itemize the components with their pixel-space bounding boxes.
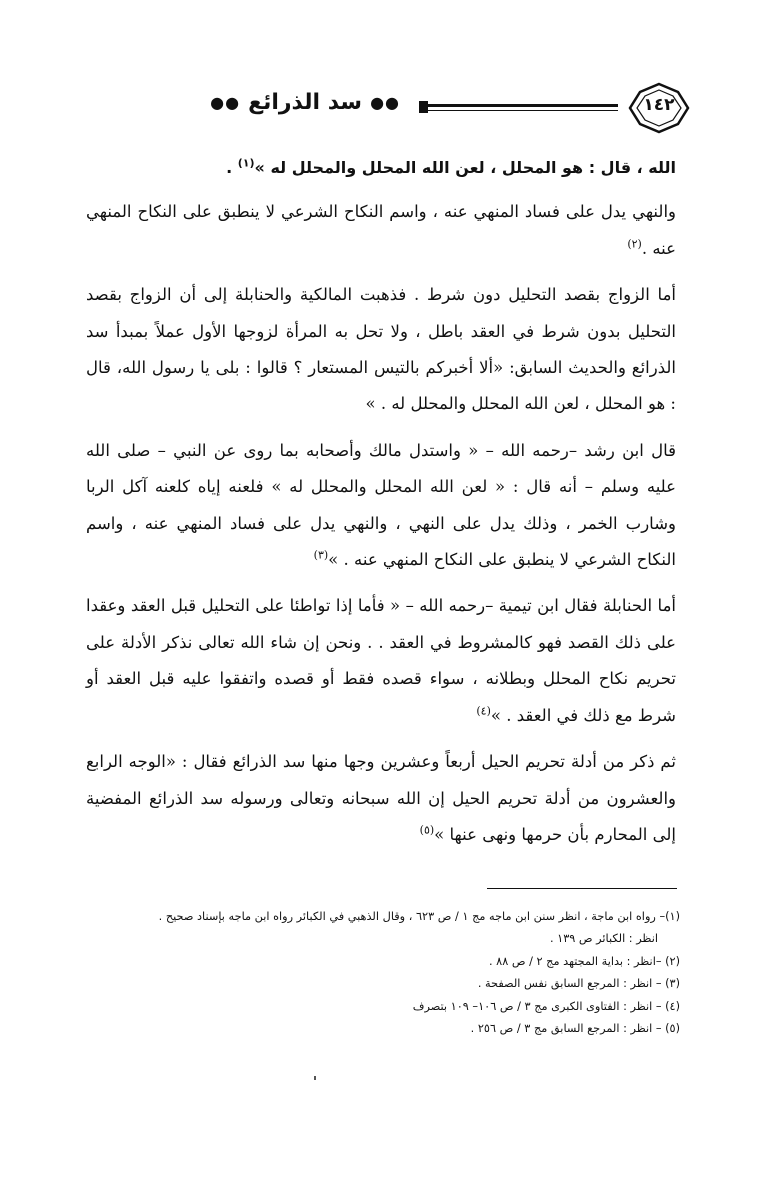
header-title-group	[210, 90, 400, 115]
footnote-ref: (٥)	[419, 823, 435, 837]
paragraph: أما الزواج بقصد التحليل دون شرط . فذهبت المالكية والحنابلة إلى أن الزواج بقصد التحليل بدون شرط في العقد باطل ، ولا تحل به المرأة لزوجها الأول عملاً بمبدأ سد الذرائع والحديث السابق: «ألا أخبركم بالتيس المستعار ؟ قالوا : بلى يا رسول الله، قال : هو المحلل ، لعن الله المحلل والمحلل له . »	[86, 285, 676, 414]
footnote-3: (٣) – انظر : المرجع السابق نفس الصفحة .	[477, 977, 680, 991]
footnote-ref: (٤)	[476, 704, 491, 718]
footnotes	[90, 906, 680, 1040]
paragraph: أما الحنابلة فقال ابن تيمية –رحمه الله – « فأما إذا تواطئا على التحليل قبل العقد وعقدا على ذلك القصد فهو كالمشروط في العقد . . ونحن إن شاء الله تعالى نذكر الأدلة على تحريم نكاح المحلل وبطلانه ، سواء قصده فقط أو قصده واتفقوا عليه قبل العقد أو شرط مع ذلك في العقد . »$^{(٤)}$	[86, 596, 676, 725]
main-text	[86, 150, 676, 863]
footnote-ref: (٢)	[627, 237, 642, 251]
header-rule-thin	[428, 110, 618, 111]
paragraph: الله ، قال : هو المحلل ، لعن الله المحلل والمحلل له »$^{(١)}$ .	[226, 156, 676, 177]
footnote-1: (١)– رواه ابن ماجة ، انظر سنن ابن ماجه مج ١ / ص ٦٢٣ ، وقال الذهبي في الكبائر رواه ابن ماجه بإسناد صحيح .	[158, 910, 680, 923]
page-number-frame	[628, 82, 690, 134]
footnote-ref: (٣)	[313, 548, 329, 562]
footnote-5: (٥) – انظر : المرجع السابق مج ٣ / ص ٢٥٦ .	[470, 1022, 680, 1036]
ornament-dots: ●●	[210, 93, 241, 112]
footnote-1-continued: انظر : الكبائر ص ١٣٩ .	[549, 932, 658, 946]
scan-speck	[314, 1076, 316, 1080]
page-header	[84, 82, 690, 136]
header-square	[419, 101, 428, 113]
paragraph: والنهي يدل على فساد المنهي عنه ، واسم النكاح الشرعي لا ينطبق على النكاح المنهي عنه .$^{(٢)}$	[86, 202, 676, 258]
footnote-separator	[487, 888, 677, 889]
paragraph: ثم ذكر من أدلة تحريم الحيل أربعاً وعشرين وجها منها سد الذرائع فقال : «الوجه الرابع والعشرون من أدلة تحريم الحيل إن الله سبحانه وتعالى ورسوله سد الذرائع المفضية إلى المحارم بأن حرمها ونهى عنها »$^{(٥)}$	[86, 752, 676, 844]
header-rule	[428, 104, 618, 107]
paragraph: قال ابن رشد –رحمه الله – « واستدل مالك وأصحابه بما روى عن النبي – صلى الله عليه وسلم – أنه قال : « لعن الله المحلل والمحلل له » فلعنه إياه كلعنه آكل الربا وشارب الخمر ، وذلك يدل على النهي ، والنهي يدل على فساد المنهي عنه ، واسم النكاح الشرعي لا ينطبق على النكاح المنهي عنه . »$^{(٣)}$	[86, 440, 676, 570]
ornament-dots: ●●	[370, 93, 400, 112]
footnote-ref: (١)	[237, 156, 255, 170]
footnote-4: (٤) – انظر : الفتاوى الكبرى مج ٣ / ص ١٠٦– ١٠٩ بتصرف	[412, 999, 680, 1013]
page-number: ١٤٢	[643, 95, 675, 115]
running-title: سد الذرائع	[248, 90, 363, 115]
footnote-2: (٢) –انظر : بداية المجتهد مج ٢ / ص ٨٨ .	[488, 954, 680, 968]
